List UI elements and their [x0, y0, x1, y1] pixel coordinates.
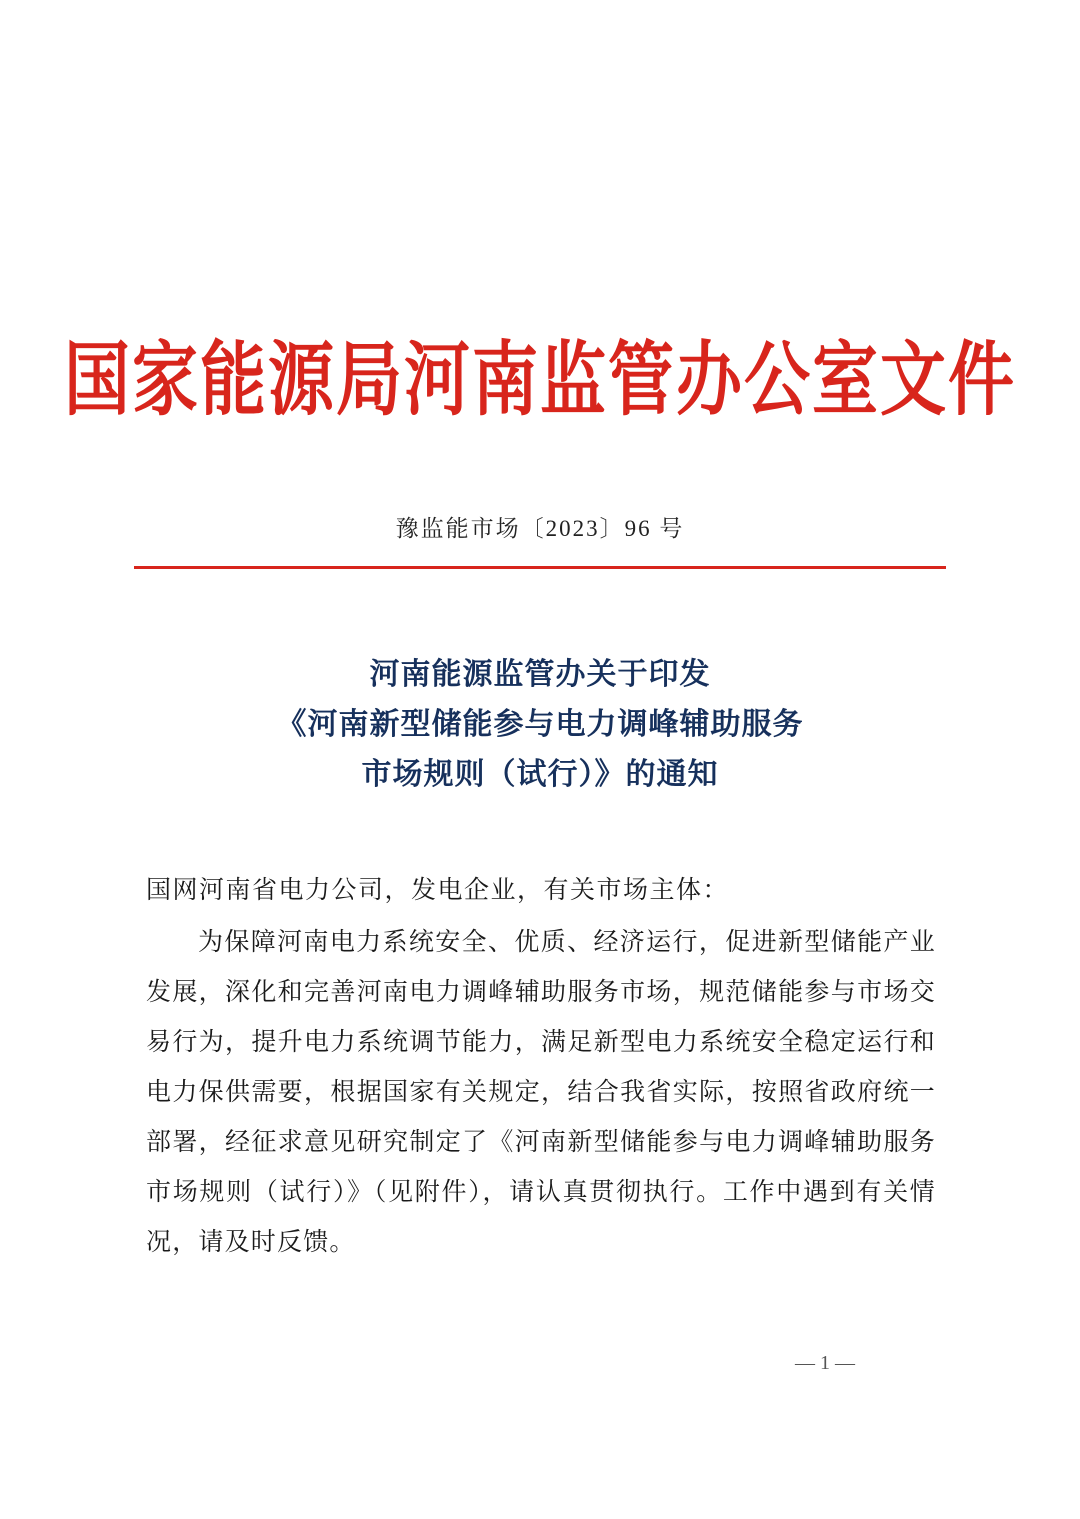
salutation: 国网河南省电力公司，发电企业，有关市场主体：: [146, 877, 730, 904]
document-title-line-3: 市场规则（试行）》的通知: [361, 757, 719, 792]
document-number: 豫监能市场〔2023〕96 号: [395, 516, 685, 541]
body-paragraph: 为保障河南电力系统安全、优质、经济运行，促进新型储能产业发展，深化和完善河南电力调峰辅助服务市场，规范储能参与市场交易行为，提升电力系统调节能力，满足新型电力系统安全稳定运行和电力保供需要，根据国家有关规定，结合我省实际，按照省政府统一部署，经征求意见研究制定了《河南新型储能参与电力调峰辅助服务市场规则（试行）》（见附件），请认真贯彻执行。工作中遇到有关情况，请及时反馈。: [146, 929, 936, 1256]
red-divider-rule: [134, 566, 946, 569]
page-number: — 1 —: [795, 1352, 855, 1374]
masthead-title: 国家能源局河南监管办公室文件: [64, 331, 1016, 428]
document-title: [150, 650, 930, 800]
document-body: [146, 866, 936, 1268]
document-masthead: [0, 331, 1080, 428]
document-title-line-1: 河南能源监管办关于印发: [369, 657, 711, 692]
document-title-line-2: 《河南新型储能参与电力调峰辅助服务: [276, 707, 804, 742]
